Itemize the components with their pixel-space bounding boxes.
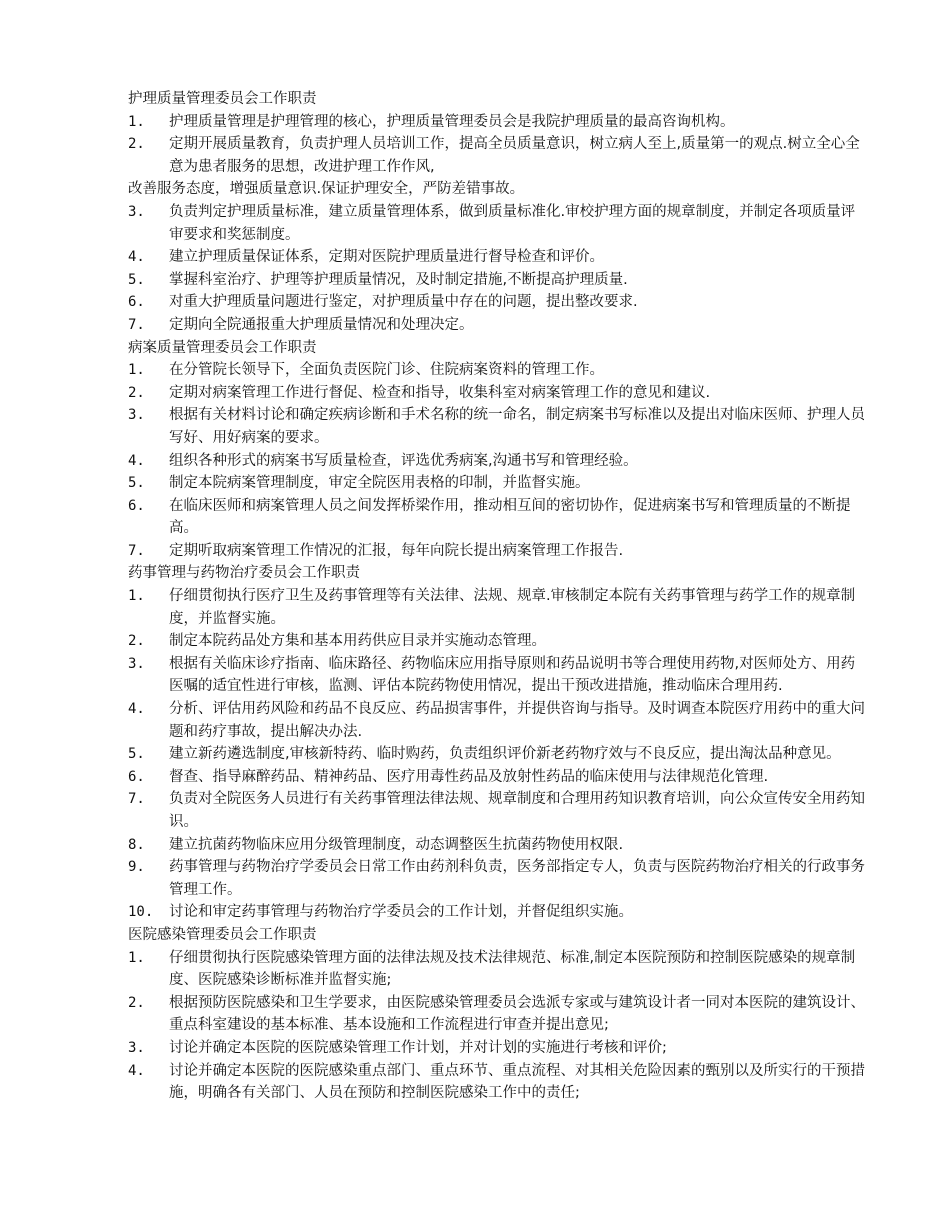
duty-item [128,246,868,269]
item-number: 3. [128,203,162,220]
duty-item [128,359,868,382]
duty-item [128,472,868,495]
item-number: 9. [128,859,162,876]
duty-item [128,404,868,449]
duty-item [128,630,868,653]
section-heading: 病案质量管理委员会工作职责 [128,339,317,356]
item-number: 1. [128,113,162,130]
item-text: 讨论并确定本医院的医院感染管理工作计划，并对计划的实施进行考核和评价; [169,1039,667,1056]
item-number: 8. [128,836,162,853]
duty-item [128,698,868,743]
item-number: 2. [128,136,162,153]
duty-item [128,901,868,924]
item-text: 定期开展质量教育，负责护理人员培训工作，提高全员质量意识，树立病人至上,质量第一的观点.树立全心全意为患者服务的思想，改进护理工作作风, [169,136,860,175]
section-heading: 药事管理与药物治疗委员会工作职责 [128,565,360,582]
item-number: 3. [128,655,162,672]
item-number: 3. [128,407,162,424]
item-text: 定期对病案管理工作进行督促、检查和指导，收集科室对病案管理工作的意见和建议. [169,384,711,401]
item-text: 讨论并确定本医院的医院感染重点部门、重点环节、重点流程、对其相关危险因素的甄别以及所实行的干预措施，明确各有关部门、人员在预防和控制医院感染工作中的责任; [169,1062,865,1102]
item-text: 分析、评估用药风险和药品不良反应、药品损害事件，并提供咨询与指导。及时调查本院医疗用药中的重大问题和药疗事故，提出解决办法. [169,701,865,740]
item-text: 定期听取病案管理工作情况的汇报，每年向院长提出病案管理工作报告. [169,542,624,559]
section-heading: 医院感染管理委员会工作职责 [128,926,317,943]
item-number: 5. [128,475,162,492]
item-text: 建立护理质量保证体系，定期对医院护理质量进行督导检查和评价。 [169,249,604,266]
item-text: 根据有关材料讨论和确定疾病诊断和手术名称的统一命名，制定病案书写标准以及提出对临床医师、护理人员写好、用好病案的要求。 [169,407,865,446]
duty-item [128,947,868,992]
duty-item [128,111,868,134]
duty-item [128,743,868,766]
duty-item [128,133,868,201]
item-number: 4. [128,249,162,266]
item-text: 制定本院病案管理制度，审定全院医用表格的印制，并监督实施。 [169,475,590,492]
duty-item [128,1060,868,1105]
duty-item [128,314,868,337]
item-text: 督查、指导麻醉药品、精神药品、医疗用毒性药品及放射性药品的临床使用与法律规范化管理. [169,768,769,785]
item-continuation: 改善服务态度，增强质量意识.保证护理安全，严防差错事故。 [128,181,525,198]
item-number: 4. [128,1062,162,1079]
item-number: 2. [128,384,162,401]
item-text: 药事管理与药物治疗学委员会日常工作由药剂科负责，医务部指定专人，负责与医院药物治疗相关的行政事务管理工作。 [169,859,865,898]
duty-list [128,585,868,924]
item-text: 建立抗菌药物临床应用分级管理制度，动态调整医生抗菌药物使用权限. [169,836,624,853]
item-number: 5. [128,746,162,763]
item-number: 7. [128,542,162,559]
duty-list [128,359,868,562]
duty-item [128,653,868,698]
item-number: 4. [128,701,162,718]
item-text: 讨论和审定药事管理与药物治疗学委员会的工作计划，并督促组织实施。 [169,904,633,921]
item-text: 在分管院长领导下，全面负责医院门诊、住院病案资料的管理工作。 [169,362,604,379]
duty-list [128,111,868,337]
item-number: 7. [128,316,162,333]
section-heading: 护理质量管理委员会工作职责 [128,91,317,107]
item-text: 根据预防医院感染和卫生学要求，由医院感染管理委员会选派专家或与建筑设计者一同对本医院的建筑设计、重点科室建设的基本标准、基本设施和工作流程进行审查并提出意见; [169,994,865,1034]
item-text: 组织各种形式的病案书写质量检查，评选优秀病案,沟通书写和管理经验。 [169,452,638,469]
item-text: 定期向全院通报重大护理质量情况和处理决定。 [169,316,474,333]
duty-item [128,856,868,901]
item-number: 2. [128,994,162,1011]
duty-list [128,947,868,1105]
duty-item [128,834,868,857]
item-number: 1. [128,949,162,966]
item-text: 仔细贯彻执行医疗卫生及药事管理等有关法律、法规、规章.审核制定本院有关药事管理与药学工作的规章制度，并监督实施。 [169,588,856,627]
duty-item [128,766,868,789]
duty-item [128,382,868,405]
duty-item [128,788,868,833]
item-text: 仔细贯彻执行医院感染管理方面的法律法规及技术法律规范、标准,制定本医院预防和控制医院感染的规章制度、医院感染诊断标准并监督实施; [169,949,856,989]
item-text: 负责判定护理质量标准，建立质量管理体系，做到质量标准化.审校护理方面的规章制度，并制定各项质量评审要求和奖惩制度。 [169,203,856,243]
duty-item [128,450,868,473]
item-number: 2. [128,633,162,650]
document-body [128,88,868,1105]
duty-item [128,992,868,1037]
duty-item [128,201,868,246]
item-number: 1. [128,588,162,605]
item-text: 根据有关临床诊疗指南、临床路径、药物临床应用指导原则和药品说明书等合理使用药物,对医师处方、用药医嘱的适宜性进行审核，监测、评估本院药物使用情况，提出干预改进措施，推动临床合理用药. [169,655,856,695]
item-text: 制定本院药品处方集和基本用药供应目录并实施动态管理。 [169,633,546,650]
item-number: 5. [128,271,162,288]
duty-item [128,269,868,292]
duty-item [128,540,868,563]
duty-item [128,495,868,540]
item-number: 6. [128,768,162,785]
item-number: 1. [128,362,162,379]
item-number: 4. [128,452,162,469]
item-text: 在临床医师和病案管理人员之间发挥桥梁作用，推动相互间的密切协作，促进病案书写和管理质量的不断提高。 [169,497,851,537]
item-number: 10. [128,904,162,921]
duty-item [128,291,868,314]
item-text: 掌握科室治疗、护理等护理质量情况，及时制定措施,不断提高护理质量. [169,271,628,288]
item-number: 3. [128,1039,162,1056]
item-text: 建立新药遴选制度,审核新特药、临时购药，负责组织评价新老药物疗效与不良反应，提出淘汰品种意见。 [169,746,841,763]
item-number: 7. [128,791,162,808]
item-text: 负责对全院医务人员进行有关药事管理法律法规、规章制度和合理用药知识教育培训，向公众宣传安全用药知识。 [169,791,865,830]
item-number: 6. [128,497,162,514]
item-text: 对重大护理质量问题进行鉴定，对护理质量中存在的问题，提出整改要求. [169,294,638,311]
item-number: 6. [128,294,162,311]
duty-item [128,585,868,630]
duty-item [128,1037,868,1060]
item-text: 护理质量管理是护理管理的核心，护理质量管理委员会是我院护理质量的最高咨询机构。 [169,113,735,130]
